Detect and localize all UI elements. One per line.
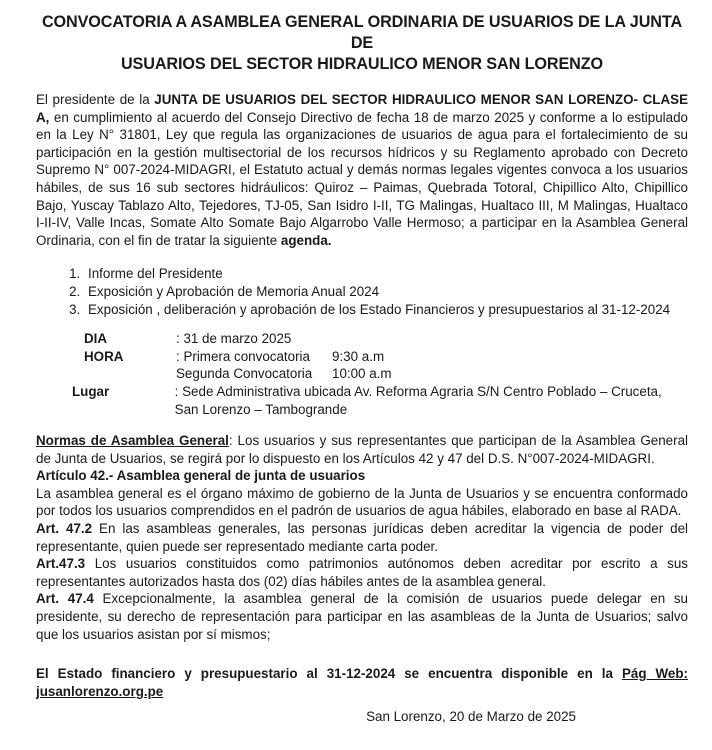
normas-paragraph xyxy=(36,432,688,467)
hora-label: HORA xyxy=(84,348,124,364)
article-47-4 xyxy=(36,590,688,643)
agenda-item: 1. Informe del Presidente xyxy=(84,265,688,283)
normas-heading: Normas de Asamblea General xyxy=(36,433,229,449)
first-call-name: : Primera convocatoria xyxy=(176,348,310,364)
article-47-3-label: Art.47.3 xyxy=(36,556,86,572)
article-47-2-label: Art. 47.2 xyxy=(36,521,93,537)
website-link[interactable]: jusanlorenzo.org.pe xyxy=(36,683,164,699)
hora-row xyxy=(36,348,688,366)
second-call-row xyxy=(36,365,688,383)
article-47-3-text: Los usuarios constituidos como patrimonios autónomos deben acreditar por escrito a sus representantes autorizados hasta dos (02) días hábiles antes de la asamblea general. xyxy=(36,556,688,589)
dia-label: DIA xyxy=(84,331,108,347)
financial-notice xyxy=(36,665,688,700)
second-call-name: Segunda Convocatoria xyxy=(176,366,313,382)
first-call-time: 9:30 a.m xyxy=(332,348,385,364)
article-47-4-text: Excepcionalmente, la asamblea general de la comisión de usuarios puede delegar en su presidente, su derecho de representación para participar en las asambleas de la Junta de Usuarios; salvo que los usuarios asistan por sí mismos; xyxy=(36,591,689,642)
article-47-4-label: Art. 47.4 xyxy=(36,591,94,607)
agenda-item: 2. Exposición y Aprobación de Memoria Anual 2024 xyxy=(84,283,688,301)
article-47-2 xyxy=(36,520,688,555)
article-47-3 xyxy=(36,555,688,590)
assembly-rules xyxy=(36,432,688,643)
web-label: Pág Web: xyxy=(621,666,688,682)
agenda-word: agenda. xyxy=(280,232,332,248)
article-47-2-text: En las asambleas generales, las personas jurídicas deben acreditar la vigencia de poder del representante, quien puede ser representado mediante carta poder. xyxy=(36,521,689,554)
lugar-label: Lugar xyxy=(72,383,110,399)
financial-notice-text: El Estado financiero y presupuestario al 31-12-2024 se encuentra disponible en la xyxy=(36,666,622,682)
lugar-row xyxy=(36,383,688,418)
agenda-item: 3. Exposición , deliberación y aprobación de los Estado Financieros y presupuestarios al 31-12-2024 xyxy=(84,301,688,319)
dia-value: : 31 de marzo 2025 xyxy=(176,331,292,347)
article-42-text: La asamblea general es el órgano máximo de gobierno de la Junta de Usuarios y se encuentra conformado por todos los usuarios comprendidos en el padrón de usuarios de agua hábiles, elaborado en base al RADA. xyxy=(36,485,688,519)
footer xyxy=(36,665,688,726)
normas-text: : Los usuarios y sus representantes que participan de la Asamblea General de Junta de Usuarios, se regirá por lo dispuesto en los Artículos 42 y 47 del D.S. N°007-2024-MIDAGRI. xyxy=(36,433,689,466)
document-title xyxy=(36,12,688,75)
agenda-list xyxy=(36,265,688,318)
title-line-1: CONVOCATORIA A ASAMBLEA GENERAL ORDINARIA DE USUARIOS DE LA JUNTA DE xyxy=(41,13,683,52)
title-line-2: USUARIOS DEL SECTOR HIDRAULICO MENOR SAN LORENZO xyxy=(120,55,604,73)
signature-date: San Lorenzo, 20 de Marzo de 2025 xyxy=(366,709,576,725)
article-42-title: Artículo 42.- Asamblea general de junta de usuarios xyxy=(36,468,366,484)
second-call-time: 10:00 a.m xyxy=(332,366,392,382)
dia-row xyxy=(36,330,688,348)
intro-lead: El presidente de la xyxy=(36,92,155,107)
organization-name: JUNTA DE USUARIOS DEL SECTOR HIDRAULICO MENOR SAN LORENZO- CLASE A, xyxy=(36,92,689,125)
meeting-details xyxy=(36,330,688,418)
intro-body: en cumplimiento al acuerdo del Consejo Directivo de fecha 18 de marzo 2025 y conforme a lo estipulado en la Ley N° 31801, Ley que regula las organizaciones de usuarios de agua para el fortalecimiento de su participación en la gestión multisectorial de los recursos hídricos y su Reglamento aprobado con Decreto Supremo N° 007-2024-MIDAGRI, el Estatuto actual y demás normas legales vigentes convoca a los usuarios hábiles, de sus 16 sub sectores hidráulicos: Quiroz – Paimas, Quebrada Totoral, Chipillico Alto, Chipillico Bajo, Yuscay Tablazo Alto, Tejedores, TJ-05, San Isidro I-II, TG Malingas, Hualtaco III, M Malingas, Hualtaco I-II-IV, Valle Incas, Somate Alto Somate Bajo Algarrobo Valle Hermoso; a participar en la Asamblea General Ordinaria, con el fin de tratar la siguiente xyxy=(36,109,688,248)
intro-paragraph xyxy=(36,91,688,249)
lugar-value: : Sede Administrativa ubicada Av. Reforma Agraria S/N Centro Poblado – Cruceta, San Lorenzo – Tambogrande xyxy=(174,383,662,417)
